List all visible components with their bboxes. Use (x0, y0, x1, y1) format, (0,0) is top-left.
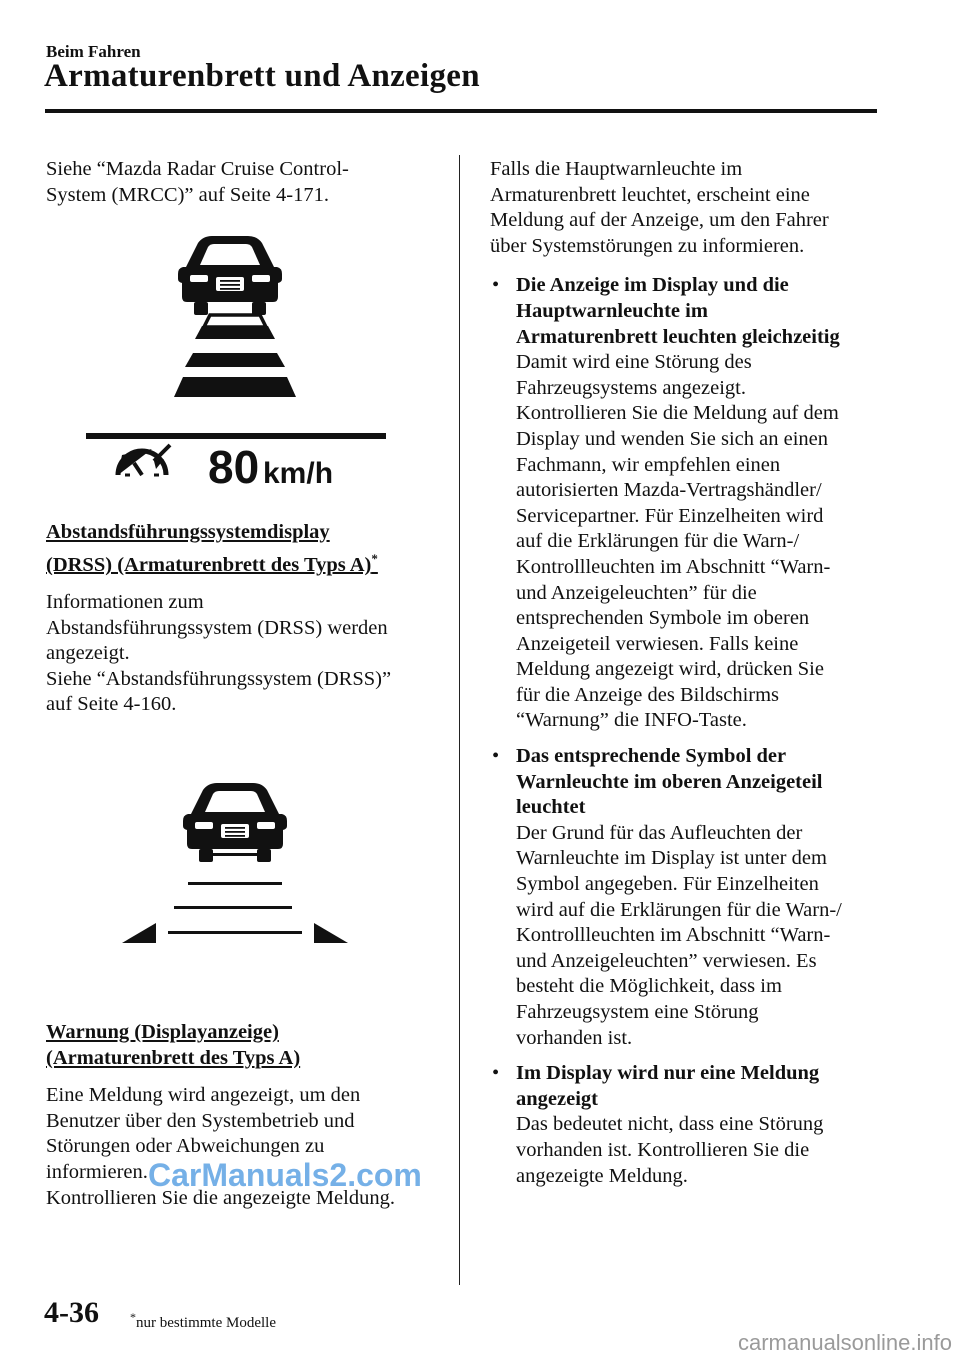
text-line: angezeigt. (46, 642, 130, 665)
text-line: Armaturenbrett leuchtet, erscheint eine (490, 183, 810, 206)
left-intro (46, 157, 446, 208)
watermark-carmanuals: CarManuals2.com (148, 1157, 422, 1193)
text-line: Kontrollleuchten im Abschnitt “Warn- (516, 555, 831, 578)
text-line: Das bedeutet nicht, dass eine Störung (516, 1113, 824, 1136)
right-column (490, 157, 890, 1189)
distance-bar (185, 353, 285, 367)
drss-heading-line: Abstandsführungssystemdisplay (46, 521, 330, 543)
bullet-item (490, 273, 890, 734)
text-line: auf die Erklärungen für die Warn-/ (516, 530, 800, 553)
car-front-icon (183, 783, 287, 862)
bullet-heading: Im Display wird nur eine Meldung (516, 1062, 820, 1085)
footnote (130, 1310, 276, 1332)
set-speed-value: 80 (208, 441, 260, 493)
triangle-left-icon (314, 923, 348, 943)
text-line: System (MRCC)” auf Seite 4-171. (46, 183, 329, 206)
text-line: und Anzeigeleuchten” verwiesen. Es (516, 949, 817, 972)
text-line: Kontrollieren Sie die Meldung auf dem (516, 402, 839, 425)
text-line: und Anzeigeleuchten” für die (516, 581, 757, 604)
bullet-heading: Warnleuchte im oberen Anzeigeteil (516, 770, 823, 793)
speedometer-warning-icon (118, 445, 170, 475)
text-line: “Warnung” die INFO-Taste. (516, 709, 747, 732)
text-line: Der Grund für das Aufleuchten der (516, 821, 803, 844)
text-line: informieren. (46, 1160, 148, 1183)
triangle-right-icon (122, 923, 156, 943)
text-line: für die Anzeige des Bildschirms (516, 683, 780, 706)
text-line: Abstandsführungssystem (DRSS) werden (46, 616, 388, 639)
bullet-item (490, 1061, 890, 1189)
text-line: Meldung angezeigt wird, drücken Sie (516, 658, 824, 681)
text-line: Informationen zum (46, 591, 204, 614)
text-line: über Systemstörungen zu informieren. (490, 234, 805, 257)
text-line: besteht die Möglichkeit, dass im (516, 975, 782, 998)
text-line: angezeigte Meldung. (516, 1164, 688, 1187)
separator-bar (86, 433, 386, 439)
text-line: Falls die Hauptwarnleuchte im (490, 158, 743, 180)
bullet-dot: • (492, 1062, 500, 1085)
text-line: auf Seite 4-160. (46, 693, 177, 716)
column-divider (459, 155, 460, 1285)
watermark-online: carmanualsonline.info (737, 1330, 952, 1355)
text-line: Siehe “Mazda Radar Cruise Control- (46, 158, 349, 180)
text-line: Warnleuchte im Display ist unter dem (516, 847, 827, 870)
text-line: Fahrzeugsystem eine Störung (516, 1001, 759, 1023)
set-speed-unit: km/h (263, 457, 334, 490)
text-line: Eine Meldung wird angezeigt, um den (46, 1084, 361, 1107)
text-line: Meldung auf der Anzeige, um den Fahrer (490, 209, 829, 232)
warning-heading-line: (Armaturenbrett des Typs A) (46, 1046, 301, 1069)
page-number: 4-36 (44, 1296, 99, 1329)
text-line: Servicepartner. Für Einzelheiten wird (516, 504, 824, 527)
bullet-heading: Das entsprechende Symbol der (516, 745, 787, 768)
text-line: vorhanden ist. Kontrollieren Sie die (516, 1138, 810, 1161)
distance-line (202, 853, 268, 856)
bullet-heading: Armaturenbrett leuchten gleichzeitig (516, 325, 840, 348)
text-line: vorhanden ist. (516, 1026, 633, 1049)
bullet-dot: • (492, 274, 500, 297)
bullet-dot: • (492, 745, 500, 768)
bullet-heading: Hauptwarnleuchte im (516, 299, 708, 322)
car-front-icon (178, 236, 282, 315)
footnote-star: * (130, 1310, 136, 1324)
mrcc-display-illustration (60, 225, 420, 500)
distance-line (168, 931, 302, 934)
bullet-item (490, 744, 890, 1051)
header-rule (45, 109, 877, 113)
text-line: entsprechenden Symbole im oberen (516, 607, 810, 630)
text-line: Benutzer über den Systembetrieb und (46, 1109, 355, 1132)
drss-heading-line-2: (DRSS) (Armaturenbrett des Typs A)* (46, 550, 378, 576)
bullet-heading: angezeigt (516, 1087, 598, 1110)
footnote-text: nur bestimmte Modelle (136, 1315, 276, 1331)
text-line: Fahrzeugsystems angezeigt. (516, 376, 746, 399)
distance-bar (195, 326, 275, 339)
text-line: autorisierten Mazda-Vertragshändler/ (516, 479, 822, 502)
bullet-heading: leuchtet (516, 796, 586, 819)
distance-line (174, 906, 292, 909)
text-line: Display und wenden Sie sich an einen (516, 427, 828, 450)
text-line: Störungen oder Abweichungen zu (46, 1135, 325, 1158)
distance-bar (174, 377, 296, 397)
text-line: Damit wird eine Störung des (516, 351, 752, 374)
bullet-heading: Die Anzeige im Display und die (516, 274, 789, 297)
text-line: Kontrollleuchten im Abschnitt “Warn- (516, 924, 831, 947)
text-line: Fachmann, wir empfehlen einen (516, 453, 781, 476)
chapter-title: Armaturenbrett und Anzeigen (44, 58, 480, 94)
distance-line (188, 882, 282, 885)
text-line: Siehe “Abstandsführungssystem (DRSS)” (46, 667, 392, 690)
drss-section (46, 520, 446, 718)
drss-display-illustration (110, 775, 360, 960)
section-label: Beim Fahren (46, 42, 141, 61)
warning-heading-line: Warnung (Displayanzeige) (46, 1021, 279, 1043)
distance-bar (204, 315, 266, 327)
footnote-star: * (371, 550, 378, 566)
text-line: wird auf die Erklärungen für die Warn-/ (516, 898, 842, 921)
text-line: Anzeigeteil verwiesen. Falls keine (516, 632, 799, 655)
text-line: Symbol angegeben. Für Einzelheiten (516, 873, 819, 896)
text-line: Kontrollieren Sie die angezeigte Meldung. (46, 1186, 395, 1209)
